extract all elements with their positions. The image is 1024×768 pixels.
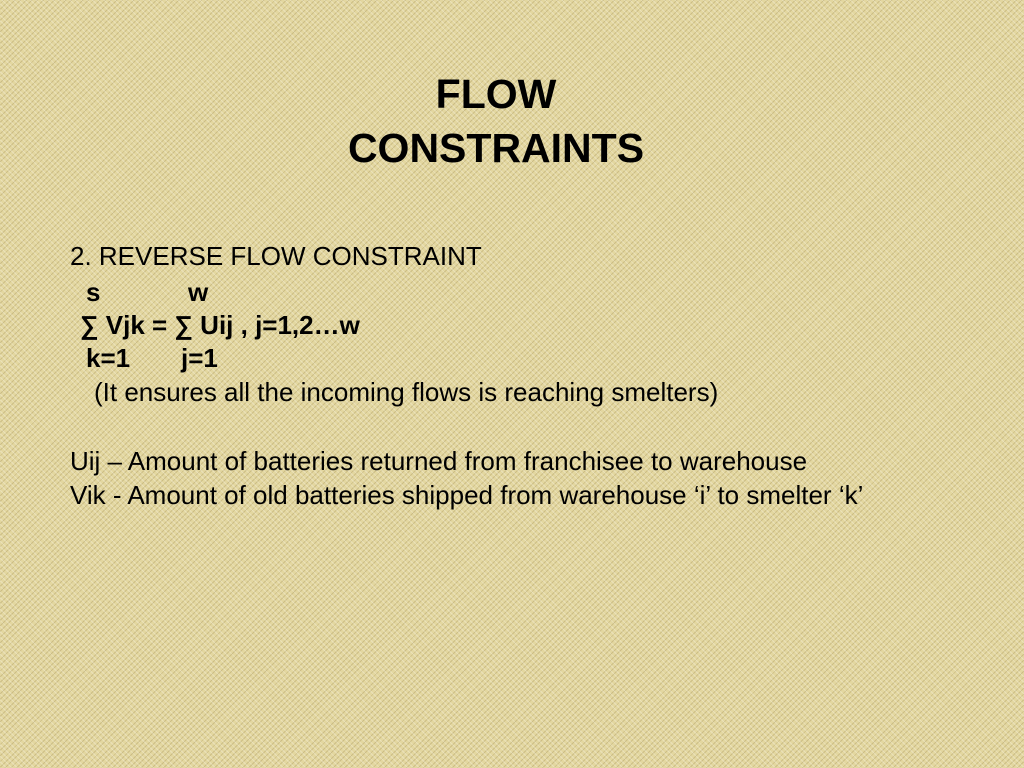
slide-title-line-1: FLOW xyxy=(435,71,557,117)
sum-lower-limit-k: k=1 xyxy=(86,343,131,373)
slide-title-line-2: CONSTRAINTS xyxy=(347,125,645,171)
constraint-equation: ∑ Vjk = ∑ Uij , j=1,2…w xyxy=(80,310,360,340)
definition-vik: Vik - Amount of old batteries shipped from warehouse ‘i’ to smelter ‘k’ xyxy=(70,480,864,510)
definition-uij: Uij – Amount of batteries returned from franchisee to warehouse xyxy=(70,446,808,476)
sum-upper-limit-s: s xyxy=(86,277,101,307)
constraint-note: (It ensures all the incoming flows is reaching smelters) xyxy=(94,377,719,407)
sum-lower-limit-j: j=1 xyxy=(181,343,218,373)
constraint-heading: 2. REVERSE FLOW CONSTRAINT xyxy=(70,241,482,271)
sum-upper-limit-w: w xyxy=(188,277,209,307)
